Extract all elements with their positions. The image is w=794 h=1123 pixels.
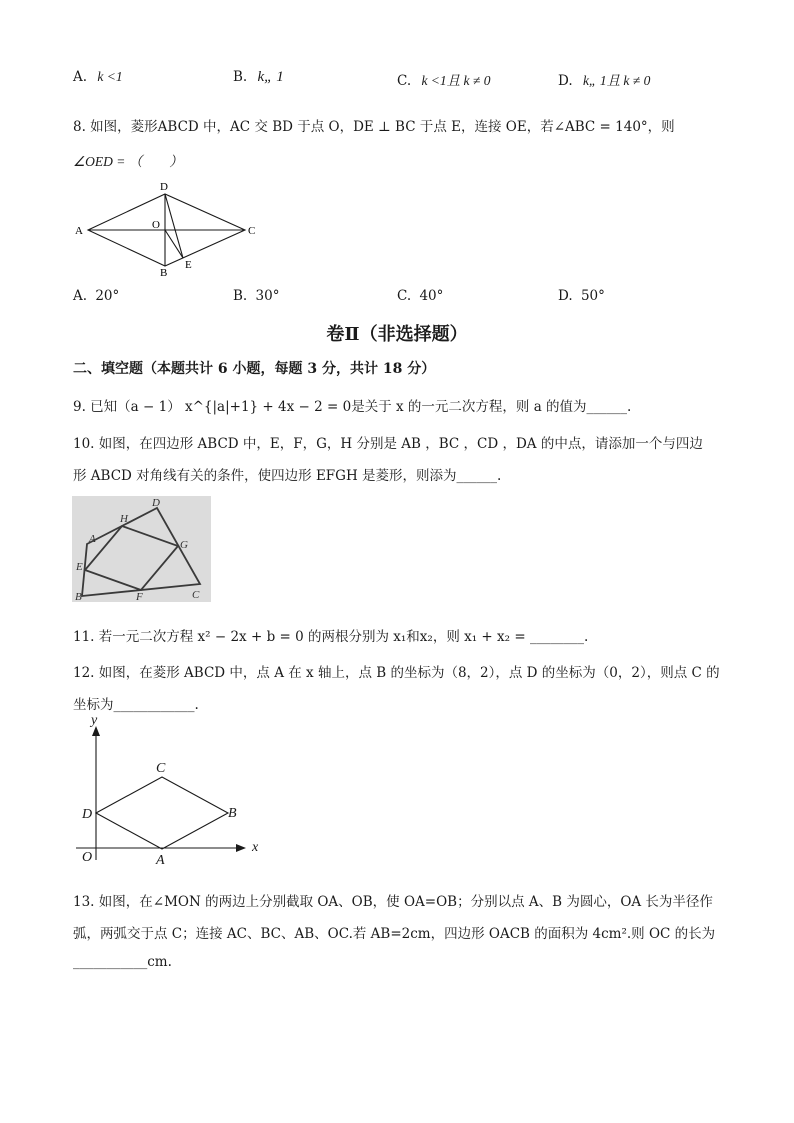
option-letter: C. [397, 73, 412, 89]
option-letter: B. [233, 288, 248, 304]
label-d: D [152, 497, 160, 509]
option-letter: C. [397, 288, 412, 304]
option-letter: D. [558, 73, 573, 89]
option-letter: A. [73, 288, 88, 304]
label-o: O [152, 219, 160, 231]
label-a: A [156, 853, 165, 868]
label-y: y [91, 713, 98, 728]
q13-stem-line3: ___________cm. [73, 954, 172, 970]
label-c: C [248, 225, 256, 237]
q12-stem-line2: 坐标为____________. [73, 697, 199, 713]
label-d: D [160, 181, 168, 193]
option-text: k„ 1 [257, 69, 284, 85]
q8-option-b [233, 288, 279, 304]
q13-stem-line1: 13. 如图，在∠MON 的两边上分别截取 OA、OB，使 OA=OB；分别以点 A、B 为圆心，OA 长为半径作 [73, 894, 713, 910]
q10-stem-line1: 10. 如图，在四边形 ABCD 中，E，F，G，H 分别是 AB ，BC ，CD ，DA 的中点，请添加一个与四边 [73, 436, 703, 452]
q7-option-c [397, 69, 490, 89]
q8-option-a [73, 288, 119, 304]
q8-option-d [558, 288, 605, 304]
label-e: E [185, 259, 192, 271]
segment-oe [165, 230, 183, 258]
label-o: O [82, 850, 93, 865]
q9-stem: 9. 已知（a − 1） x^{|a|+1} + 4x − 2 = 0是关于 x 的一元二次方程，则 a 的值为______. [73, 399, 632, 415]
q10-stem-line2: 形 ABCD 对角线有关的条件，使四边形 EFGH 是菱形，则添为______. [73, 468, 502, 484]
quadrilateral-efgh [85, 526, 178, 590]
label-c: C [156, 761, 166, 776]
label-f: F [136, 591, 143, 602]
q7-option-a [73, 69, 123, 85]
label-g: G [180, 539, 188, 551]
label-a: A [75, 225, 83, 237]
x-axis-arrow [236, 844, 246, 852]
option-text: 40° [419, 288, 444, 304]
option-text: k„ 1且 k ≠ 0 [582, 73, 651, 88]
q7-option-b [233, 69, 284, 86]
label-h: H [120, 513, 128, 525]
option-letter: B. [233, 69, 248, 85]
option-text: 50° [580, 288, 605, 304]
option-text: k <1且 k ≠ 0 [421, 73, 491, 88]
section-heading: 二、填空题（本题共计 6 小题，每题 3 分，共计 18 分） [73, 361, 436, 377]
option-letter: A. [73, 69, 88, 85]
label-b: B [75, 591, 82, 602]
label-d: D [82, 807, 93, 822]
segment-de [165, 194, 183, 258]
label-x: x [252, 840, 259, 855]
rhombus-abcd [96, 777, 228, 849]
label-e: E [76, 561, 83, 573]
label-b: B [160, 267, 168, 278]
q12-coordinate-figure [70, 712, 270, 870]
section-title: 卷Ⅱ（非选择题） [326, 324, 468, 345]
q13-stem-line2: 弧，两弧交于点 C；连接 AC、BC、AB、OC.若 AB=2cm，四边形 OACB 的面积为 4cm².则 OC 的长为 [73, 926, 716, 942]
q11-stem: 11. 若一元二次方程 x² − 2x + b = 0 的两根分别为 x₁和x₂，则 x₁ + x₂ = ________. [73, 629, 589, 645]
q12-stem-line1: 12. 如图，在菱形 ABCD 中，点 A 在 x 轴上，点 B 的坐标为（8，2），点 D 的坐标为（0，2），则点 C 的 [73, 665, 720, 681]
q8-stem-line2: ∠OED = （ ） [73, 154, 183, 169]
option-letter: D. [558, 288, 573, 304]
q10-figure-photo [72, 496, 211, 602]
label-a: A [89, 533, 96, 545]
q8-option-c [397, 288, 443, 304]
option-text: 30° [255, 288, 280, 304]
label-b: B [228, 806, 237, 821]
label-c: C [192, 589, 200, 601]
q7-option-d [558, 69, 650, 89]
q8-stem-line1: 8. 如图，菱形ABCD 中，AC 交 BD 于点 O，DE ⊥ BC 于点 E，连接 OE，若∠ABC = 140°，则 [73, 119, 675, 135]
q10-quadrilateral-figure [72, 496, 211, 602]
option-text: 20° [95, 288, 120, 304]
option-text: k <1 [97, 69, 123, 84]
q8-rhombus-figure [70, 178, 270, 278]
